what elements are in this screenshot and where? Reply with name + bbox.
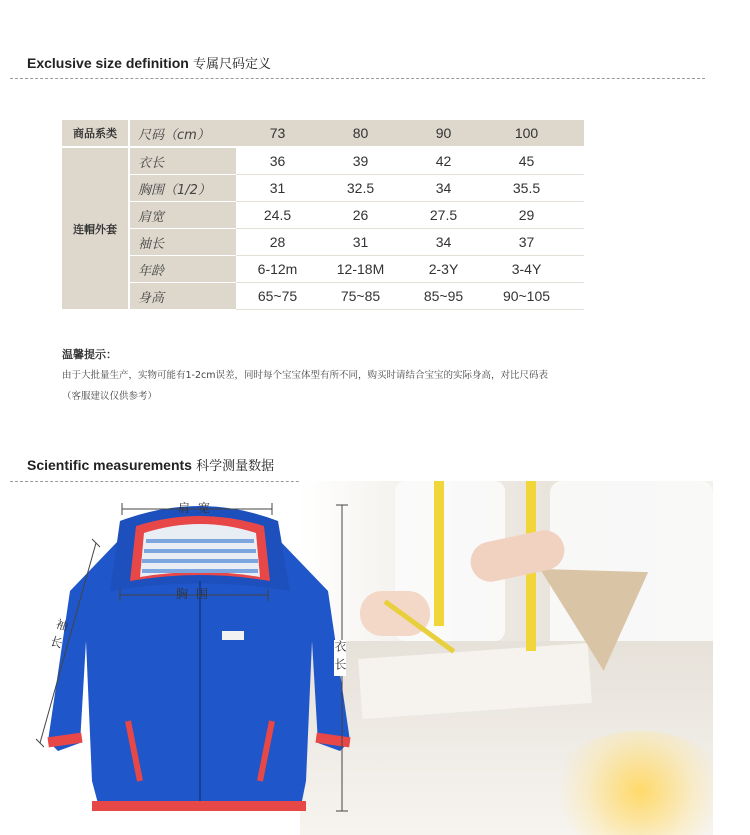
section-title-cn: 科学测量数据 bbox=[196, 459, 275, 474]
size-header: 尺码（cm） bbox=[129, 120, 236, 147]
table-cell: 35.5 bbox=[485, 175, 568, 202]
table-cell: 34 bbox=[402, 229, 485, 256]
section-title-measurements bbox=[27, 455, 274, 474]
section-title-cn: 专属尺码定义 bbox=[192, 57, 271, 72]
section-title-en: Exclusive size definition bbox=[27, 55, 189, 71]
row-label: 胸围（1/2） bbox=[129, 175, 236, 202]
table-cell: 31 bbox=[319, 229, 402, 256]
table-row bbox=[62, 256, 584, 283]
label-length: 衣长 bbox=[333, 640, 347, 676]
table-row bbox=[62, 229, 584, 256]
table-cell: 31 bbox=[236, 175, 319, 202]
row-label: 年龄 bbox=[129, 256, 236, 283]
label-chest: 胸围 bbox=[176, 587, 217, 601]
table-cell: 34 bbox=[402, 175, 485, 202]
label-sleeve: 袖长 bbox=[45, 616, 71, 656]
size-73: 73 bbox=[236, 120, 319, 147]
size-table bbox=[62, 120, 584, 310]
tips-title: 温馨提示： bbox=[62, 348, 117, 361]
jacket-illustration bbox=[0, 481, 380, 835]
table-row bbox=[62, 175, 584, 202]
table-cell: 85~95 bbox=[402, 283, 485, 310]
table-cell: 3-4Y bbox=[485, 256, 568, 283]
table-cell: 42 bbox=[402, 147, 485, 175]
table-cell: 45 bbox=[485, 147, 568, 175]
table-cell: 2-3Y bbox=[402, 256, 485, 283]
row-label: 身高 bbox=[129, 283, 236, 310]
table-cell: 75~85 bbox=[319, 283, 402, 310]
table-cell: 6-12m bbox=[236, 256, 319, 283]
table-cell: 29 bbox=[485, 202, 568, 229]
table-cell: 28 bbox=[236, 229, 319, 256]
row-label: 衣长 bbox=[129, 147, 236, 175]
section-title-en: Scientific measurements bbox=[27, 457, 192, 473]
row-label: 袖长 bbox=[129, 229, 236, 256]
size-table-header bbox=[62, 120, 584, 147]
table-cell: 65~75 bbox=[236, 283, 319, 310]
tips-text: 由于大批量生产，实物可能有1-2cm误差，同时每个宝宝体型有所不同，购买时请结合宝宝的实际身高，对比尺码表 bbox=[62, 370, 548, 381]
table-cell: 36 bbox=[236, 147, 319, 175]
table-cell: 32.5 bbox=[319, 175, 402, 202]
table-cell: 37 bbox=[485, 229, 568, 256]
row-label: 肩宽 bbox=[129, 202, 236, 229]
table-cell: 39 bbox=[319, 147, 402, 175]
label-shoulder: 肩宽 bbox=[178, 501, 219, 515]
table-cell: 90~105 bbox=[485, 283, 568, 310]
category-cell: 连帽外套 bbox=[62, 147, 129, 310]
table-row bbox=[62, 147, 584, 175]
table-cell: 24.5 bbox=[236, 202, 319, 229]
size-80: 80 bbox=[319, 120, 402, 147]
section-title-size-definition bbox=[27, 53, 271, 72]
table-row bbox=[62, 202, 584, 229]
table-cell: 26 bbox=[319, 202, 402, 229]
tips-note: （客服建议仅供参考） bbox=[62, 391, 158, 402]
size-100: 100 bbox=[485, 120, 568, 147]
table-row bbox=[62, 283, 584, 310]
category-header: 商品系类 bbox=[62, 120, 129, 147]
table-cell: 27.5 bbox=[402, 202, 485, 229]
divider bbox=[10, 78, 705, 79]
table-cell: 12-18M bbox=[319, 256, 402, 283]
size-90: 90 bbox=[402, 120, 485, 147]
